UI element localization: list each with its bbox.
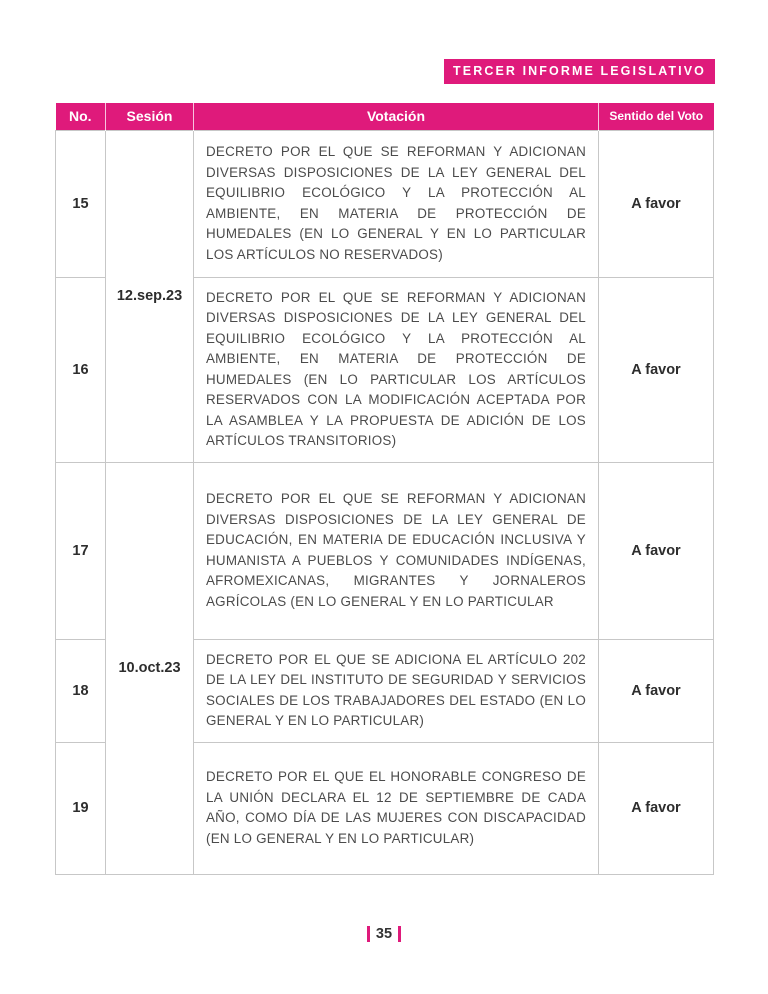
banner-title: TERCER INFORME LEGISLATIVO	[453, 64, 706, 78]
vote-direction: A favor	[599, 130, 714, 277]
votacion-text: DECRETO POR EL QUE EL HONORABLE CONGRESO DE LA UNIÓN DECLARA EL 12 DE SEPTIEMBRE DE CADA AÑO, COMO DÍA DE LAS MUJERES CON DISCAPACIDAD (EN LO GENERAL Y EN LO PARTICULAR)	[194, 742, 599, 874]
header-no: No.	[56, 103, 106, 130]
session-date: 12.sep.23	[106, 130, 194, 462]
table-header-row	[56, 103, 714, 130]
session-date: 10.oct.23	[106, 462, 194, 874]
page-footer	[0, 926, 768, 942]
report-banner	[444, 59, 715, 84]
header-votacion: Votación	[194, 103, 599, 130]
vote-direction: A favor	[599, 462, 714, 639]
row-number: 16	[56, 277, 106, 462]
header-sesion: Sesión	[106, 103, 194, 130]
row-number: 17	[56, 462, 106, 639]
header-sentido: Sentido del Voto	[599, 103, 714, 130]
row-number: 19	[56, 742, 106, 874]
vote-direction: A favor	[599, 742, 714, 874]
table-row	[56, 462, 714, 639]
vote-direction: A favor	[599, 277, 714, 462]
vote-direction: A favor	[599, 639, 714, 742]
votacion-text: DECRETO POR EL QUE SE REFORMAN Y ADICIONAN DIVERSAS DISPOSICIONES DE LA LEY GENERAL DE EDUCACIÓN, EN MATERIA DE EDUCACIÓN INCLUSIVA Y HUMANISTA A PUEBLOS Y COMUNIDADES INDÍGENAS, AFROMEXICANAS, MIGRANTES Y JORNALEROS AGRÍCOLAS (EN LO GENERAL Y EN LO PARTICULAR	[194, 462, 599, 639]
page-number-right-bar	[398, 926, 401, 942]
row-number: 18	[56, 639, 106, 742]
votacion-text: DECRETO POR EL QUE SE ADICIONA EL ARTÍCULO 202 DE LA LEY DEL INSTITUTO DE SEGURIDAD Y SERVICIOS SOCIALES DE LOS TRABAJADORES DEL ESTADO (EN LO GENERAL Y EN LO PARTICULAR)	[194, 639, 599, 742]
page-number-left-bar	[367, 926, 370, 942]
votacion-text: DECRETO POR EL QUE SE REFORMAN Y ADICIONAN DIVERSAS DISPOSICIONES DE LA LEY GENERAL DEL EQUILIBRIO ECOLÓGICO Y LA PROTECCIÓN AL AMBIENTE, EN MATERIA DE PROTECCIÓN DE HUMEDALES (EN LO GENERAL Y EN LO PARTICULAR LOS ARTÍCULOS NO RESERVADOS)	[194, 130, 599, 277]
page-number: 35	[375, 926, 393, 942]
votacion-text: DECRETO POR EL QUE SE REFORMAN Y ADICIONAN DIVERSAS DISPOSICIONES DE LA LEY GENERAL DEL EQUILIBRIO ECOLÓGICO Y LA PROTECCIÓN AL AMBIENTE, EN MATERIA DE PROTECCIÓN DE HUMEDALES (EN LO PARTICULAR LOS ARTÍCULOS RESERVADOS CON LA MODIFICACIÓN ACEPTADA POR LA ASAMBLEA Y LA PROPUESTA DE ADICIÓN DE LOS ARTÍCULOS TRANSITORIOS)	[194, 277, 599, 462]
votes-table	[55, 103, 714, 875]
table-row	[56, 130, 714, 277]
row-number: 15	[56, 130, 106, 277]
